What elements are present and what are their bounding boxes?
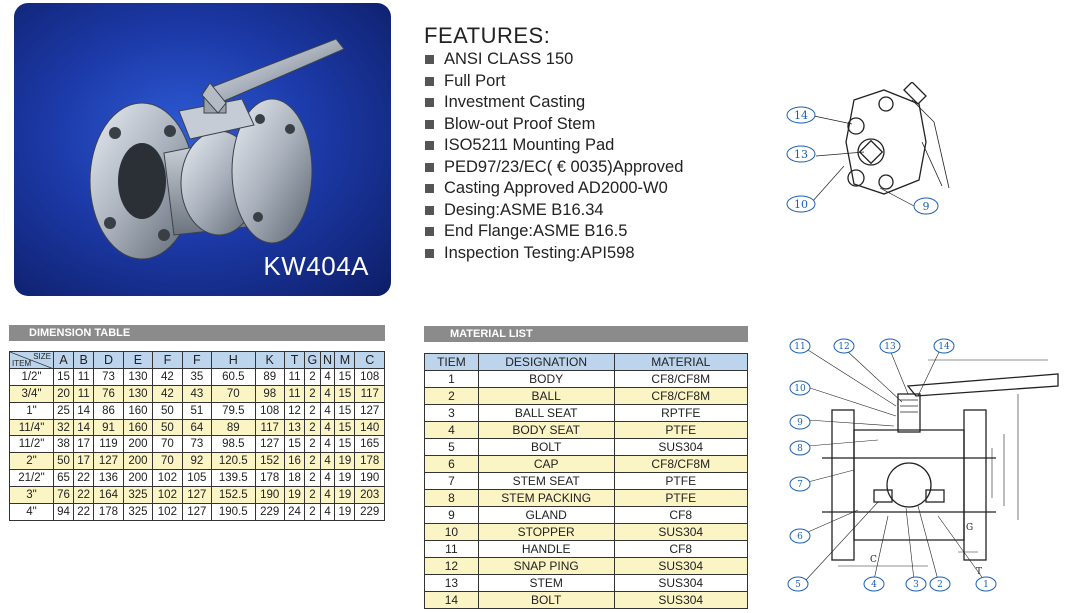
table-row	[10, 419, 385, 436]
item-cell: 6	[425, 456, 479, 473]
callout-9: 9	[797, 418, 803, 428]
designation-cell: BALL SEAT	[478, 405, 614, 422]
dimension-cell: 14	[74, 419, 94, 436]
col-header: A	[54, 352, 74, 369]
dimension-cell: 105	[182, 470, 211, 487]
dimension-cell: 108	[255, 402, 284, 419]
dimension-cell: 73	[182, 436, 211, 453]
item-cell: 12	[425, 558, 479, 575]
dimension-cell: 19	[335, 453, 355, 470]
callout-10: 10	[794, 384, 806, 394]
dimension-cell: 79.5	[212, 402, 255, 419]
item-cell: 2	[425, 388, 479, 405]
dimension-cell: 70	[153, 436, 182, 453]
square-bullet-icon	[425, 77, 434, 86]
material-cell: SUS304	[614, 575, 748, 592]
item-cell: 13	[425, 575, 479, 592]
dimension-cell: 11	[284, 368, 304, 385]
table-row	[425, 405, 748, 422]
dimension-cell: 19	[335, 470, 355, 487]
dimension-cell: 24	[284, 504, 304, 521]
dimension-cell: 20	[54, 385, 74, 402]
callout-14: 14	[794, 109, 808, 122]
dimension-cell: 15	[335, 402, 355, 419]
dimension-cell: 117	[355, 385, 385, 402]
material-cell: CF8	[614, 541, 748, 558]
col-header: K	[255, 352, 284, 369]
col-header: F	[182, 352, 211, 369]
item-cell: 9	[425, 507, 479, 524]
dimension-cell: 203	[355, 487, 385, 504]
item-cell: 10	[425, 524, 479, 541]
feature-item: Inspection Testing:API598	[424, 243, 784, 265]
dimension-cell: 152.5	[212, 487, 255, 504]
dimension-table	[9, 351, 385, 521]
feature-item: Desing:ASME B16.34	[424, 200, 784, 222]
dimension-cell: 190	[255, 487, 284, 504]
dimension-cell: 15	[54, 368, 74, 385]
material-cell: CF8/CF8M	[614, 388, 748, 405]
dimension-cell: 160	[123, 402, 152, 419]
product-photo	[14, 3, 391, 296]
dimension-cell: 17	[74, 453, 94, 470]
dimension-cell: 2	[305, 419, 321, 436]
table-row	[425, 439, 748, 456]
dimension-table-header: DIMENSION TABLE	[9, 325, 385, 341]
table-row	[425, 422, 748, 439]
dimension-cell: 2	[305, 402, 321, 419]
dimension-cell: 19	[335, 487, 355, 504]
dimension-cell: 4	[320, 402, 335, 419]
dimension-cell: 43	[182, 385, 211, 402]
dimension-cell: 152	[255, 453, 284, 470]
table-row	[10, 385, 385, 402]
table-row	[425, 524, 748, 541]
material-cell: CF8/CF8M	[614, 456, 748, 473]
item-cell: 14	[425, 592, 479, 609]
size-cell: 4"	[10, 504, 54, 521]
dimension-cell: 117	[255, 419, 284, 436]
features-section	[424, 24, 784, 264]
callout-10: 10	[794, 198, 808, 211]
material-list-header: MATERIAL LIST	[424, 326, 748, 342]
callout-2: 2	[937, 580, 943, 590]
square-bullet-icon	[425, 184, 434, 193]
callout-13: 13	[794, 148, 808, 161]
material-header-row	[425, 354, 748, 371]
dim-label-g: G	[966, 523, 974, 533]
col-header: T	[284, 352, 304, 369]
dimension-cell: 165	[355, 436, 385, 453]
designation-cell: STEM	[478, 575, 614, 592]
dimension-cell: 51	[182, 402, 211, 419]
table-row	[10, 368, 385, 385]
dim-label-c: C	[870, 555, 877, 565]
material-table-body	[425, 371, 748, 609]
feature-item: ISO5211 Mounting Pad	[424, 135, 784, 157]
dimension-cell: 164	[94, 487, 123, 504]
dimension-cell: 136	[94, 470, 123, 487]
dimension-cell: 25	[54, 402, 74, 419]
dimension-cell: 19	[284, 487, 304, 504]
callout-1: 1	[983, 580, 989, 590]
material-cell: PTFE	[614, 473, 748, 490]
dimension-cell: 60.5	[212, 368, 255, 385]
dimension-cell: 2	[305, 470, 321, 487]
dimension-cell: 89	[255, 368, 284, 385]
dimension-cell: 4	[320, 436, 335, 453]
dimension-cell: 178	[255, 470, 284, 487]
table-row	[10, 504, 385, 521]
dimension-cell: 2	[305, 453, 321, 470]
dimension-cell: 190	[355, 470, 385, 487]
col-header: G	[305, 352, 321, 369]
table-row	[10, 470, 385, 487]
square-bullet-icon	[425, 55, 434, 64]
dimension-cell: 22	[74, 504, 94, 521]
callout-7: 7	[797, 480, 803, 490]
dimension-cell: 13	[284, 419, 304, 436]
dimension-cell: 229	[255, 504, 284, 521]
square-bullet-icon	[425, 206, 434, 215]
feature-item: End Flange:ASME B16.5	[424, 221, 784, 243]
callout-4: 4	[871, 580, 877, 590]
dimension-cell: 4	[320, 504, 335, 521]
dimension-cell: 11	[74, 368, 94, 385]
dimension-cell: 200	[123, 436, 152, 453]
dimension-cell: 120.5	[212, 453, 255, 470]
feature-item: PED97/23/EC( € 0035)Approved	[424, 157, 784, 179]
callout-9: 9	[922, 200, 930, 213]
col-header: D	[94, 352, 123, 369]
material-cell: SUS304	[614, 592, 748, 609]
table-row	[425, 575, 748, 592]
table-row	[425, 473, 748, 490]
dimension-cell: 22	[74, 470, 94, 487]
col-header-item: TIEM	[425, 354, 479, 371]
size-cell: 3/4"	[10, 385, 54, 402]
item-cell: 3	[425, 405, 479, 422]
dimension-cell: 86	[94, 402, 123, 419]
designation-cell: BODY SEAT	[478, 422, 614, 439]
dimension-cell: 15	[284, 436, 304, 453]
table-row	[425, 558, 748, 575]
designation-cell: GLAND	[478, 507, 614, 524]
dimension-cell: 64	[182, 419, 211, 436]
dimension-cell: 76	[94, 385, 123, 402]
dimension-cell: 190.5	[212, 504, 255, 521]
top-view-drawing	[784, 82, 974, 224]
designation-cell: STOPPER	[478, 524, 614, 541]
col-header: E	[123, 352, 152, 369]
dimension-cell: 178	[94, 504, 123, 521]
dimension-cell: 98.5	[212, 436, 255, 453]
dimension-cell: 4	[320, 487, 335, 504]
dimension-header-row	[10, 352, 385, 369]
size-cell: 21/2"	[10, 470, 54, 487]
designation-cell: STEM PACKING	[478, 490, 614, 507]
features-list	[424, 49, 784, 264]
dimension-cell: 4	[320, 453, 335, 470]
dimension-cell: 15	[335, 368, 355, 385]
callout-8: 8	[797, 444, 803, 454]
col-header: B	[74, 352, 94, 369]
col-header: C	[355, 352, 385, 369]
dim-label-t: T	[976, 567, 983, 577]
table-row	[425, 592, 748, 609]
dimension-cell: 4	[320, 470, 335, 487]
dimension-cell: 15	[335, 419, 355, 436]
dimension-cell: 92	[182, 453, 211, 470]
square-bullet-icon	[425, 163, 434, 172]
item-cell: 11	[425, 541, 479, 558]
dimension-cell: 119	[94, 436, 123, 453]
dimension-cell: 89	[212, 419, 255, 436]
dimension-cell: 35	[182, 368, 211, 385]
designation-cell: BOLT	[478, 439, 614, 456]
table-row	[10, 487, 385, 504]
material-cell: CF8/CF8M	[614, 371, 748, 388]
feature-item: Full Port	[424, 71, 784, 93]
dimension-cell: 102	[153, 470, 182, 487]
table-row	[425, 371, 748, 388]
size-cell: 2"	[10, 453, 54, 470]
dimension-table-body	[10, 368, 385, 520]
feature-item: Casting Approved AD2000-W0	[424, 178, 784, 200]
designation-cell: BODY	[478, 371, 614, 388]
item-cell: 1	[425, 371, 479, 388]
dimension-cell: 178	[355, 453, 385, 470]
table-row	[425, 490, 748, 507]
dimension-cell: 94	[54, 504, 74, 521]
dimension-cell: 127	[355, 402, 385, 419]
material-cell: RPTFE	[614, 405, 748, 422]
dimension-cell: 42	[153, 385, 182, 402]
dimension-cell: 140	[355, 419, 385, 436]
dimension-cell: 127	[255, 436, 284, 453]
designation-cell: STEM SEAT	[478, 473, 614, 490]
dimension-cell: 139.5	[212, 470, 255, 487]
size-cell: 11/2"	[10, 436, 54, 453]
dimension-cell: 76	[54, 487, 74, 504]
dimension-cell: 130	[123, 385, 152, 402]
square-bullet-icon	[425, 98, 434, 107]
callout-6: 6	[797, 532, 803, 542]
dimension-cell: 2	[305, 504, 321, 521]
dimension-cell: 127	[182, 487, 211, 504]
material-cell: PTFE	[614, 490, 748, 507]
table-row	[10, 453, 385, 470]
item-cell: 4	[425, 422, 479, 439]
dimension-cell: 32	[54, 419, 74, 436]
item-size-corner: SIZE ITEM	[10, 352, 54, 369]
dimension-cell: 42	[153, 368, 182, 385]
size-cell: 11/4"	[10, 419, 54, 436]
dimension-cell: 22	[74, 487, 94, 504]
dimension-cell: 200	[123, 470, 152, 487]
dimension-cell: 65	[54, 470, 74, 487]
square-bullet-icon	[425, 249, 434, 258]
designation-cell: BOLT	[478, 592, 614, 609]
dimension-cell: 325	[123, 487, 152, 504]
dimension-cell: 50	[54, 453, 74, 470]
dimension-cell: 15	[335, 436, 355, 453]
dimension-cell: 38	[54, 436, 74, 453]
dimension-cell: 102	[153, 504, 182, 521]
material-cell: SUS304	[614, 558, 748, 575]
col-header: N	[320, 352, 335, 369]
dimension-cell: 15	[335, 385, 355, 402]
col-header: M	[335, 352, 355, 369]
size-cell: 3"	[10, 487, 54, 504]
designation-cell: CAP	[478, 456, 614, 473]
designation-cell: SNAP PING	[478, 558, 614, 575]
dimension-cell: 2	[305, 368, 321, 385]
feature-item: Investment Casting	[424, 92, 784, 114]
table-row	[10, 436, 385, 453]
dimension-cell: 4	[320, 385, 335, 402]
dimension-cell: 12	[284, 402, 304, 419]
dimension-cell: 11	[284, 385, 304, 402]
dimension-cell: 160	[123, 419, 152, 436]
dimension-cell: 108	[355, 368, 385, 385]
material-cell: SUS304	[614, 439, 748, 456]
callout-13: 13	[884, 342, 896, 352]
callout-14: 14	[938, 342, 950, 352]
col-header: F	[153, 352, 182, 369]
designation-cell: BALL	[478, 388, 614, 405]
dimension-cell: 17	[74, 436, 94, 453]
square-bullet-icon	[425, 227, 434, 236]
square-bullet-icon	[425, 120, 434, 129]
dimension-cell: 200	[123, 453, 152, 470]
dimension-cell: 325	[123, 504, 152, 521]
dimension-cell: 102	[153, 487, 182, 504]
table-row	[425, 507, 748, 524]
dimension-cell: 229	[355, 504, 385, 521]
dimension-cell: 73	[94, 368, 123, 385]
table-row	[425, 388, 748, 405]
dimension-cell: 16	[284, 453, 304, 470]
table-row	[425, 541, 748, 558]
material-cell: SUS304	[614, 524, 748, 541]
size-cell: 1"	[10, 402, 54, 419]
dimension-cell: 14	[74, 402, 94, 419]
designation-cell: HANDLE	[478, 541, 614, 558]
square-bullet-icon	[425, 141, 434, 150]
callout-3: 3	[913, 580, 919, 590]
dimension-cell: 50	[153, 419, 182, 436]
item-cell: 5	[425, 439, 479, 456]
material-table	[424, 353, 748, 609]
model-label: KW404A	[263, 251, 369, 281]
item-cell: 7	[425, 473, 479, 490]
size-cell: 1/2"	[10, 368, 54, 385]
dimension-cell: 11	[74, 385, 94, 402]
dimension-cell: 2	[305, 487, 321, 504]
section-drawing	[778, 330, 1066, 610]
dimension-cell: 4	[320, 419, 335, 436]
callout-5: 5	[795, 580, 801, 590]
dimension-cell: 50	[153, 402, 182, 419]
col-header-material: MATERIAL	[614, 354, 748, 371]
dimension-cell: 19	[335, 504, 355, 521]
material-cell: PTFE	[614, 422, 748, 439]
callout-12: 12	[838, 342, 850, 352]
dimension-cell: 2	[305, 436, 321, 453]
col-header-designation: DESIGNATION	[478, 354, 614, 371]
dimension-cell: 130	[123, 368, 152, 385]
dimension-cell: 70	[153, 453, 182, 470]
dimension-cell: 70	[212, 385, 255, 402]
material-cell: CF8	[614, 507, 748, 524]
col-header: H	[212, 352, 255, 369]
dimension-cell: 18	[284, 470, 304, 487]
feature-item: Blow-out Proof Stem	[424, 114, 784, 136]
dimension-cell: 127	[182, 504, 211, 521]
dimension-cell: 91	[94, 419, 123, 436]
feature-item: ANSI CLASS 150	[424, 49, 784, 71]
table-row	[425, 456, 748, 473]
table-row	[10, 402, 385, 419]
dimension-cell: 98	[255, 385, 284, 402]
dimension-cell: 2	[305, 385, 321, 402]
dimension-cell: 127	[94, 453, 123, 470]
features-title: FEATURES:	[424, 23, 551, 48]
dimension-cell: 4	[320, 368, 335, 385]
item-cell: 8	[425, 490, 479, 507]
callout-11: 11	[794, 342, 806, 352]
